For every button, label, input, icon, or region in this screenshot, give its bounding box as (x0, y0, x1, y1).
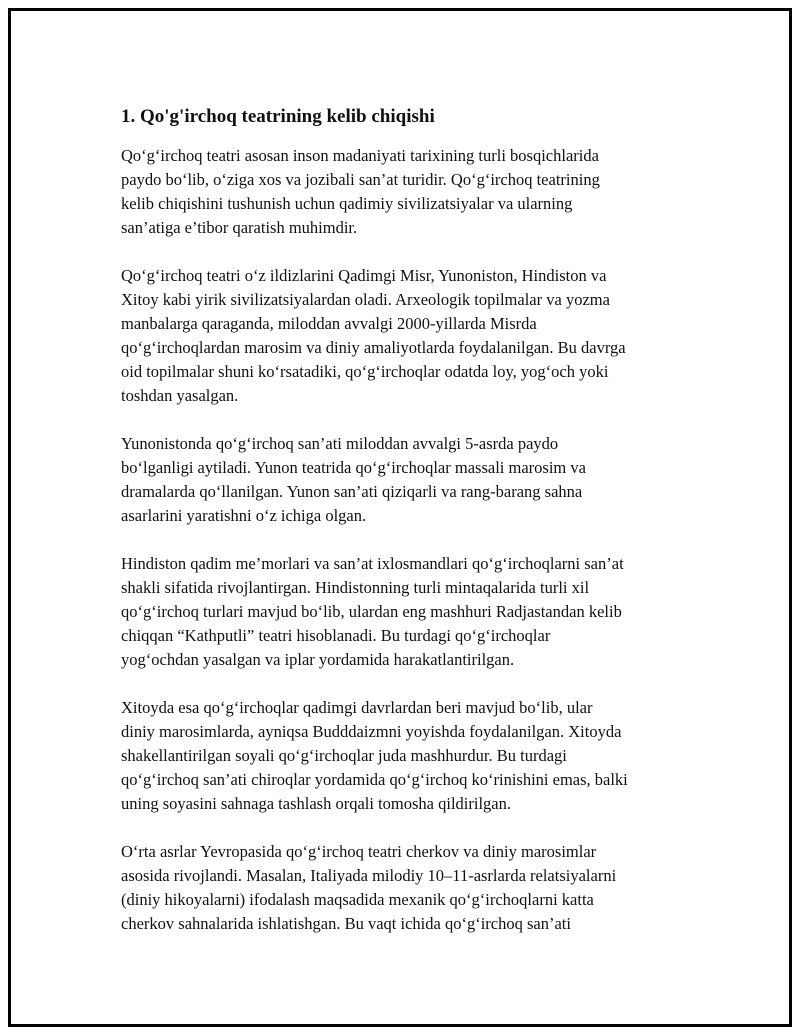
paragraph-4 (121, 552, 701, 672)
paragraph-3 (121, 432, 701, 528)
text-line: oid topilmalar shuni ko‘rsatadiki, qo‘g‘irchoqlar odatda loy, yog‘och yoki (121, 362, 609, 381)
text-line: qo‘g‘irchoq san’ati chiroqlar yordamida qo‘g‘irchoq ko‘rinishini emas, balki (121, 770, 628, 789)
text-line: paydo bo‘lib, o‘ziga xos va jozibali san’at turidir. Qo‘g‘irchoq teatrining (121, 170, 600, 189)
text-line: Qo‘g‘irchoq teatri o‘z ildizlarini Qadimgi Misr, Yunoniston, Hindiston va (121, 266, 607, 285)
paragraph-2 (121, 264, 701, 408)
paragraph-1 (121, 144, 701, 240)
text-line: bo‘lganligi aytiladi. Yunon teatrida qo‘g‘irchoqlar massali marosim va (121, 458, 586, 477)
text-line: (diniy hikoyalarni) ifodalash maqsadida mexanik qo‘g‘irchoqlarni katta (121, 890, 594, 909)
text-line: cherkov sahnalarida ishlatishgan. Bu vaqt ichida qo‘g‘irchoq san’ati (121, 914, 571, 933)
text-line: Xitoyda esa qo‘g‘irchoqlar qadimgi davrlardan beri mavjud bo‘lib, ular (121, 698, 593, 717)
text-line: shakli sifatida rivojlantirgan. Hindistonning turli mintaqalarida turli xil (121, 578, 590, 597)
document-title: 1. Qo'g'irchoq teatrining kelib chiqishi (121, 106, 435, 127)
paragraph-6 (121, 840, 701, 936)
text-line: chiqqan “Kathputli” teatri hisoblanadi. Bu turdagi qo‘g‘irchoqlar (121, 626, 551, 645)
text-line: toshdan yasalgan. (121, 386, 239, 405)
text-line: diniy marosimlarda, ayniqsa Budddaizmni yoyishda foydalanilgan. Xitoyda (121, 722, 622, 741)
page-frame (8, 8, 792, 1027)
text-line: uning soyasini sahnaga tashlash orqali tomosha qildirilgan. (121, 794, 511, 813)
text-line: Yunonistonda qo‘g‘irchoq san’ati miloddan avvalgi 5-asrda paydo (121, 434, 559, 453)
text-line: asosida rivojlandi. Masalan, Italiyada milodiy 10–11-asrlarda relatsiyalarni (121, 866, 617, 885)
text-line: O‘rta asrlar Yevropasida qo‘g‘irchoq teatri cherkov va diniy marosimlar (121, 842, 597, 861)
document-body (121, 104, 701, 960)
text-line: qo‘g‘irchoq turlari mavjud bo‘lib, ulardan eng mashhuri Radjastandan kelib (121, 602, 622, 621)
paragraph-5 (121, 696, 701, 816)
text-line: manbalarga qaraganda, miloddan avvalgi 2000-yillarda Misrda (121, 314, 537, 333)
text-line: shakellantirilgan soyali qo‘g‘irchoqlar juda mashhurdur. Bu turdagi (121, 746, 567, 765)
text-line: asarlarini yaratishni o‘z ichiga olgan. (121, 506, 367, 525)
text-line: Qo‘g‘irchoq teatri asosan inson madaniyati tarixining turli bosqichlarida (121, 146, 599, 165)
text-line: Xitoy kabi yirik sivilizatsiyalardan oladi. Arxeologik topilmalar va yozma (121, 290, 610, 309)
text-line: yog‘ochdan yasalgan va iplar yordamida harakatlantirilgan. (121, 650, 515, 669)
text-line: qo‘g‘irchoqlardan marosim va diniy amaliyotlarda foydalanilgan. Bu davrga (121, 338, 626, 357)
text-line: Hindiston qadim me’morlari va san’at ixlosmandlari qo‘g‘irchoqlarni san’at (121, 554, 624, 573)
text-line: san’atiga e’tibor qaratish muhimdir. (121, 218, 358, 237)
text-line: kelib chiqishini tushunish uchun qadimiy sivilizatsiyalar va ularning (121, 194, 573, 213)
text-line: dramalarda qo‘llanilgan. Yunon san’ati qiziqarli va rang-barang sahna (121, 482, 583, 501)
